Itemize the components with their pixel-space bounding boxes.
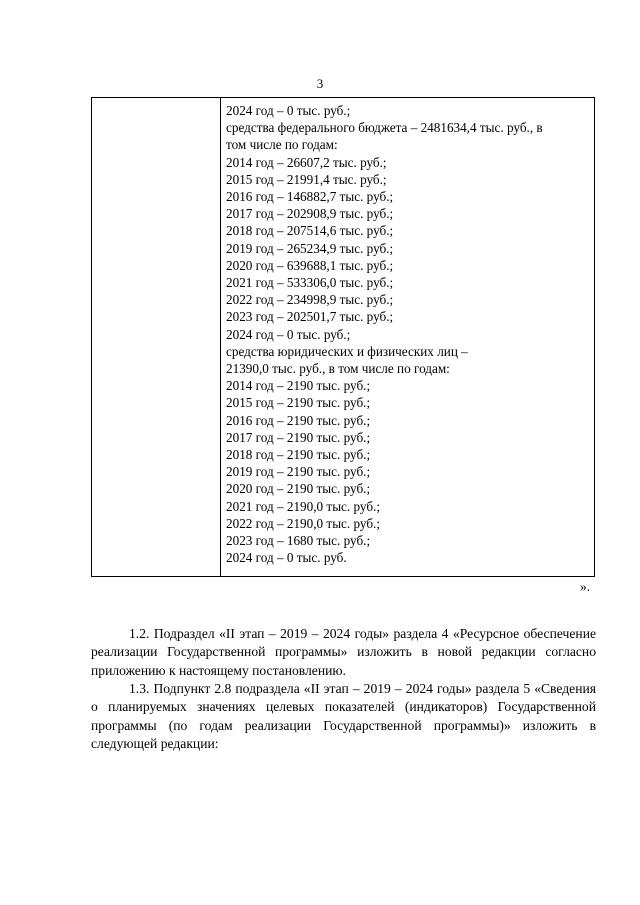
funding-line: 2016 год – 2190 тыс. руб.; — [226, 412, 371, 428]
funding-line: 2024 год – 0 тыс. руб.; — [226, 103, 351, 118]
funding-line: 2020 год – 639688,1 тыс. руб.; — [226, 257, 394, 273]
funding-line: 2017 год – 2190 тыс. руб.; — [226, 429, 371, 445]
funding-lines-list — [226, 102, 590, 566]
funding-line: том числе по годам: — [226, 137, 338, 153]
funding-line: 2014 год – 2190 тыс. руб.; — [226, 378, 371, 394]
funding-line: 2023 год – 1680 тыс. руб.; — [226, 533, 371, 549]
funding-line: 2015 год – 2190 тыс. руб.; — [226, 395, 371, 411]
funding-line: 2024 год – 0 тыс. руб.; — [226, 326, 351, 342]
funding-line: 2014 год – 26607,2 тыс. руб.; — [226, 154, 387, 170]
paragraph-1-2: 1.2. Подраздел «II этап – 2019 – 2024 годы» раздела 4 «Ресурсное обеспечение реализации Государственной программы» изложить в новой редакции согласно приложению к настоящему постановлению. — [91, 626, 596, 678]
funding-line: средства юридических и физических лиц – — [226, 343, 468, 359]
table-cell-funding — [221, 98, 595, 577]
funding-line: 2019 год – 265234,9 тыс. руб.; — [226, 240, 394, 256]
funding-line: 2022 год – 2190,0 тыс. руб.; — [226, 515, 381, 531]
funding-line: 2018 год – 2190 тыс. руб.; — [226, 447, 371, 463]
funding-line: 2021 год – 533306,0 тыс. руб.; — [226, 275, 394, 291]
table-row — [92, 98, 595, 577]
funding-line: 21390,0 тыс. руб., в том числе по годам: — [226, 361, 450, 377]
funding-line: 2023 год – 202501,7 тыс. руб.; — [226, 309, 394, 325]
funding-line: 2022 год – 234998,9 тыс. руб.; — [226, 292, 394, 308]
funding-line: 2018 год – 207514,6 тыс. руб.; — [226, 223, 394, 239]
closing-quote: ». — [580, 579, 591, 594]
funding-line: 2015 год – 21991,4 тыс. руб.; — [226, 171, 387, 187]
funding-table — [91, 97, 595, 577]
table-cell-empty — [92, 98, 221, 577]
paragraph-1-3: 1.3. Подпункт 2.8 подраздела «II этап – 2019 – 2024 годы» раздела 5 «Сведения о планируемых значениях целевых показателей (индикаторов) Государственной программы (по годам реализации Государственной программы)» изложить в следующей редакции: — [91, 681, 596, 751]
funding-line: 2024 год – 0 тыс. руб. — [226, 550, 347, 566]
funding-line: 2019 год – 2190 тыс. руб.; — [226, 464, 371, 480]
funding-line: 2016 год – 146882,7 тыс. руб.; — [226, 189, 394, 205]
funding-line: средства федерального бюджета – 2481634,4 тыс. руб., в — [226, 120, 543, 136]
funding-line: 2021 год – 2190,0 тыс. руб.; — [226, 498, 381, 514]
funding-line: 2017 год – 202908,9 тыс. руб.; — [226, 206, 394, 222]
page-number: 3 — [316, 76, 324, 91]
funding-line: 2020 год – 2190 тыс. руб.; — [226, 481, 371, 497]
